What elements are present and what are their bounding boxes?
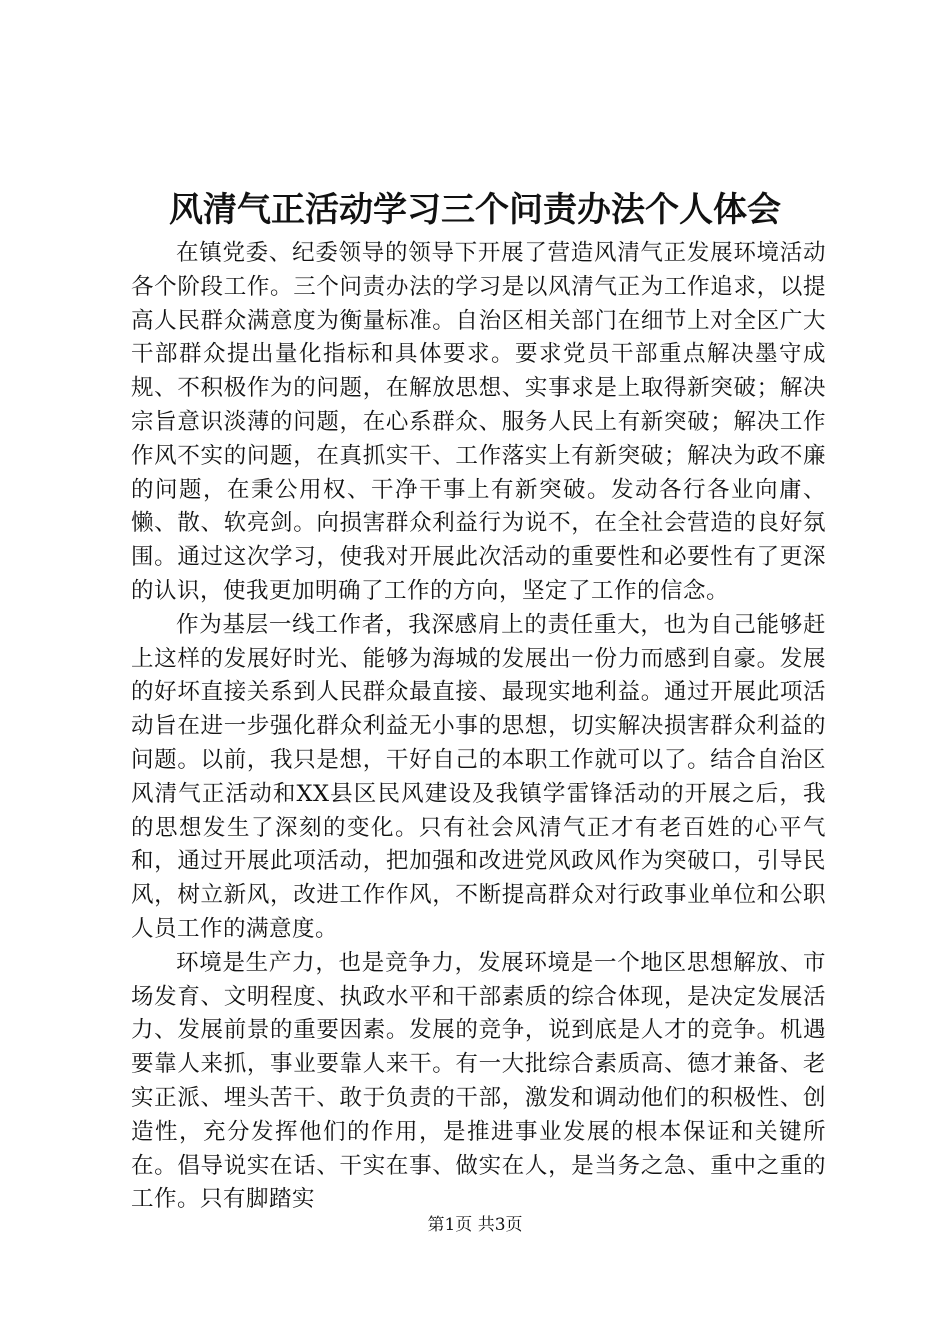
document-title: 风清气正活动学习三个问责办法个人体会 [169,190,781,230]
paragraph-1: 在镇党委、纪委领导的领导下开展了营造风清气正发展环境活动各个阶段工作。三个问责办法的学习是以风清气正为工作追求，以提高人民群众满意度为衡量标准。自治区相关部门在细节上对全区广大干部群众提出量化指标和具体要求。要求党员干部重点解决墨守成规、不积极作为的问题，在解放思想、实事求是上取得新突破；解决宗旨意识淡薄的问题，在心系群众、服务人民上有新突破；解决工作作风不实的问题，在真抓实干、工作落实上有新突破；解决为政不廉的问题，在秉公用权、干净干事上有新突破。发动各行各业向庸、懒、散、软亮剑。向损害群众利益行为说不，在全社会营造的良好氛围。通过这次学习，使我对开展此次活动的重要性和必要性有了更深的认识，使我更加明确了工作的方向，坚定了工作的信念。 [131,240,826,604]
page-number-footer: 第1页 共3页 [427,1215,523,1235]
paragraph-3: 环境是生产力，也是竞争力，发展环境是一个地区思想解放、市场发育、文明程度、执政水平和干部素质的综合体现，是决定发展活力、发展前景的重要因素。发展的竞争，说到底是人才的竞争。机遇要靠人来抓，事业要靠人来干。有一大批综合素质高、德才兼备、老实正派、埋头苦干、敢于负责的干部，激发和调动他们的积极性、创造性，充分发挥他们的作用，是推进事业发展的根本保证和关键所在。倡导说实在话、干实在事、做实在人，是当务之急、重中之重的工作。只有脚踏实 [131,949,826,1213]
document-body [131,237,826,1217]
paragraph-2: 作为基层一线工作者，我深感肩上的责任重大，也为自己能够赶上这样的发展好时光、能够为海城的发展出一份力而感到自豪。发展的好坏直接关系到人民群众最直接、最现实地利益。通过开展此项活动旨在进一步强化群众利益无小事的思想，切实解决损害群众利益的问题。以前，我只是想，干好自己的本职工作就可以了。结合自治区风清气正活动和XX县区民风建设及我镇学雷锋活动的开展之后，我的思想发生了深刻的变化。只有社会风清气正才有老百姓的心平气和，通过开展此项活动，把加强和改进党风政风作为突破口，引导民风，树立新风，改进工作作风，不断提高群众对行政事业单位和公职人员工作的满意度。 [131,611,826,942]
